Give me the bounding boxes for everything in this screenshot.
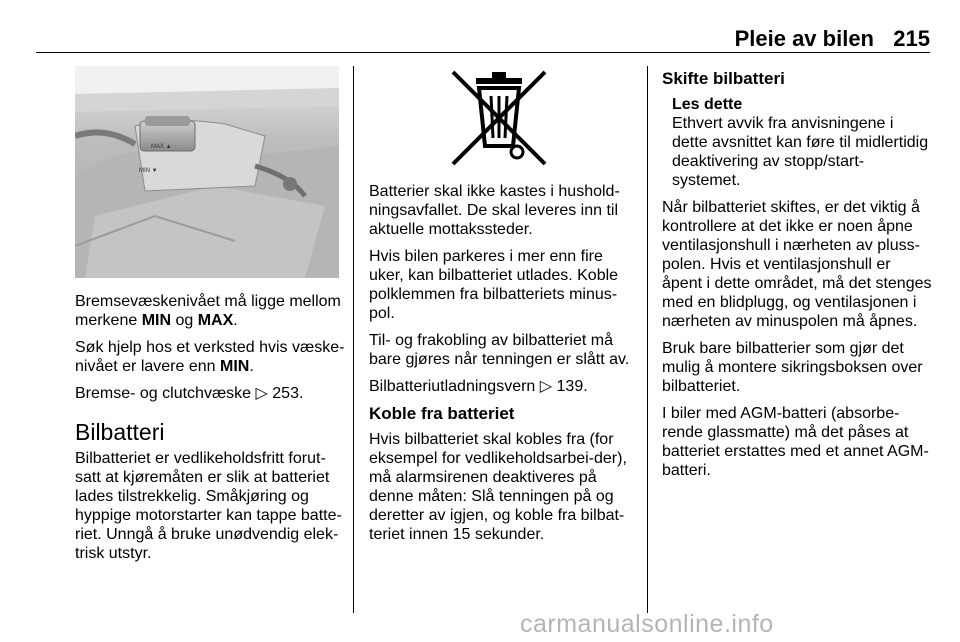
text-fragment: Bilbatteriutladningsvern — [369, 378, 540, 395]
section-title: Bilbatteri — [75, 419, 165, 445]
max-label: MAX — [197, 312, 234, 329]
subheading-replace-battery: Skifte bilbatteri — [662, 69, 785, 88]
brake-fluid-reservoir-photo — [75, 66, 339, 278]
cross-reference-brake-fluid[interactable] — [75, 384, 345, 403]
disposal-text: Batterier skal ikke kastes i hushold-ningsavfallet. De skal leveres inn til aktuelle mottakssteder. — [369, 183, 620, 238]
header-rule — [36, 52, 930, 53]
min-label: MIN — [141, 312, 172, 329]
cross-reference-discharge[interactable] — [369, 377, 639, 396]
page-header — [0, 0, 960, 56]
workshop-advice-text — [75, 338, 345, 376]
text-fragment: og — [171, 312, 198, 329]
header-title: Pleie av bilen — [734, 26, 874, 51]
text-fragment: Bremsevæskenivået må ligge mellom merkene — [75, 293, 341, 329]
page-reference[interactable]: 139. — [556, 378, 588, 395]
disconnect-text: Hvis bilbatteriet skal kobles fra (for eksempel for vedlikeholdsarbei-der), må alarmsirenen deaktiveres på denne måten: Slå tenningen på og deretter av igjen, og koble fra bilbat-teriet innen 15 sekunder. — [369, 431, 627, 543]
brake-fluid-level-text — [75, 292, 345, 330]
note-text: Ethvert avvik fra anvisningene i dette avsnittet kan føre til midlertidig deaktivering av stopp/start-systemet. — [672, 115, 929, 189]
crossed-out-bin-icon — [449, 66, 549, 166]
max-mark: MAX ▲ — [151, 144, 172, 150]
text-fragment: Søk hjelp hos et verksted hvis væske-nivået er lavere enn — [75, 339, 345, 375]
agm-battery-text: I biler med AGM-batteri (absorbe-rende glassmatte) må det påses at batteriet erstattes med et annet AGM-batteri. — [662, 405, 929, 479]
text-fragment: . — [233, 312, 238, 329]
column-2 — [369, 182, 639, 552]
reservoir-illustration — [75, 66, 339, 278]
watermark: carmanualsonline.info — [520, 610, 774, 638]
fuse-box-text: Bruk bare bilbatterier som gjør det mulig å montere sikringsboksen over bilbatteriet. — [662, 340, 923, 395]
arrow-reference-icon: ▷ — [255, 385, 273, 402]
battery-intro-text: Bilbatteriet er vedlikeholdsfritt forut-satt at kjøremåten er slik at batteriet lades tilstrekkelig. Småkjøring og hyppige motorstarter kan tappe batte-riet. Unngå å bruke unødvendig elek-trisk utstyr. — [75, 450, 342, 562]
column-divider-right — [647, 66, 648, 613]
page-number: 215 — [893, 26, 930, 51]
text-fragment: Bremse- og clutchvæske — [75, 385, 256, 402]
note-title: Les dette — [672, 96, 743, 113]
arrow-reference-icon: ▷ — [539, 378, 557, 395]
vent-holes-text: Når bilbatteriet skiftes, er det viktig å kontrollere at det ikke er noen åpne ventilasjonshull i nærheten av pluss-polen. Hvis et ventilasjonshull er åpent i dette området, må det stenges med en blidplugg, og ventilasjonen i nærheten av minuspolen må åpnes. — [662, 199, 932, 330]
page-reference[interactable]: 253. — [272, 385, 304, 402]
text-fragment: . — [249, 358, 254, 375]
connection-text: Til- og frakobling av bilbatteriet må bare gjøres når tenningen er slått av. — [369, 332, 630, 368]
subheading-disconnect: Koble fra batteriet — [369, 404, 515, 423]
column-divider-left — [353, 66, 354, 613]
column-3 — [662, 65, 932, 488]
parking-text: Hvis bilen parkeres i mer enn fire uker, kan bilbatteriet utlades. Koble polklemmen fra bilbatteriets minus-pol. — [369, 248, 619, 322]
min-label: MIN — [219, 358, 250, 375]
column-1 — [75, 292, 345, 571]
note-box — [662, 95, 932, 190]
min-mark: MIN ▼ — [139, 168, 158, 174]
